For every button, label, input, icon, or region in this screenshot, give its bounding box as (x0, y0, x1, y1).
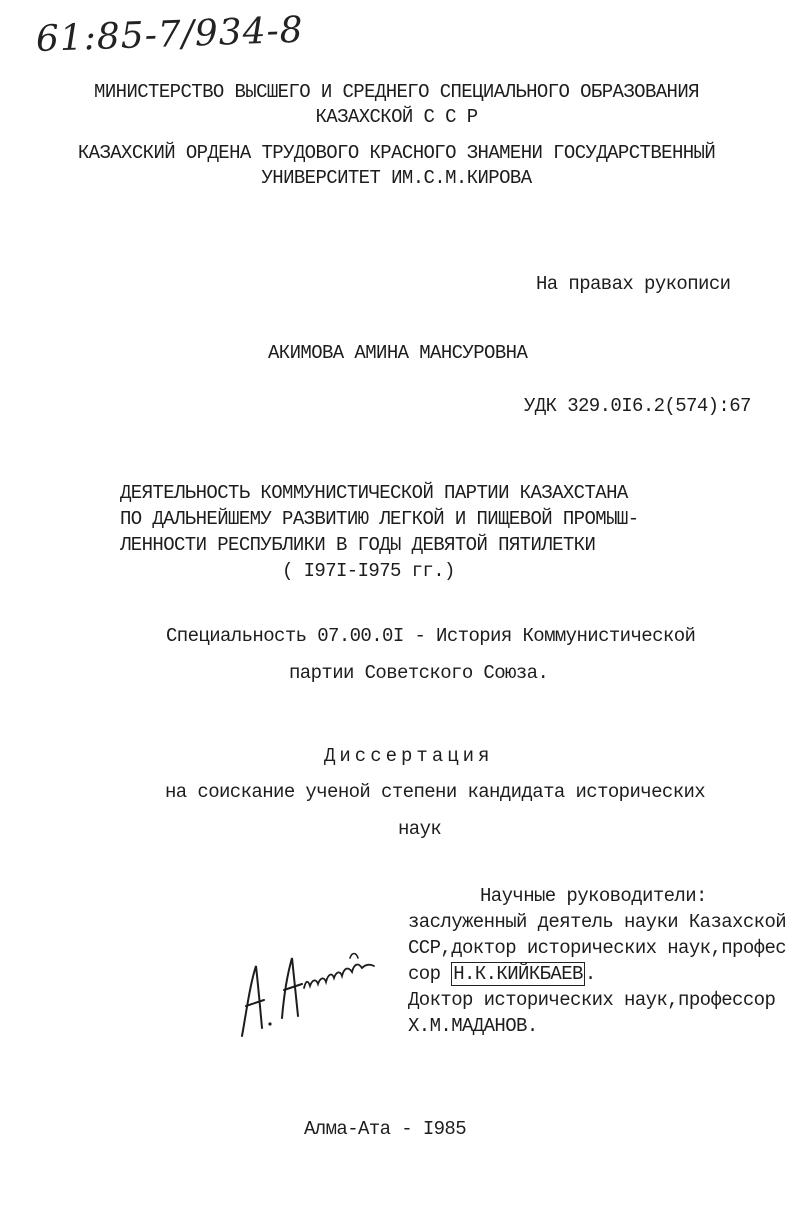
specialty-line-2: партии Советского Союза. (289, 662, 549, 684)
archive-number: 61:85-7/934-8 (35, 9, 305, 60)
dissertation-line-1: на соискание ученой степени кандидата исторических (165, 781, 706, 803)
handwritten-signature (232, 944, 392, 1044)
manuscript-note: На правах рукописи (536, 273, 731, 295)
title-line-1: ДЕЯТЕЛЬНОСТЬ КОММУНИСТИЧЕСКОЙ ПАРТИИ КАЗАХСТАНА (120, 482, 628, 504)
author-name: АКИМОВА АМИНА МАНСУРОВНА (268, 342, 528, 364)
supervisors-heading: Научные руководители: (480, 885, 707, 907)
ministry-line-1: МИНИСТЕРСТВО ВЫСШЕГО И СРЕДНЕГО СПЕЦИАЛЬНОГО ОБРАЗОВАНИЯ (94, 81, 699, 103)
supervisors-line-5: Х.М.МАДАНОВ. (408, 1015, 538, 1037)
dissertation-heading: Диссертация (324, 745, 494, 767)
supervisors-line-4: Доктор исторических наук,профессор (408, 989, 776, 1011)
title-line-2: ПО ДАЛЬНЕЙШЕМУ РАЗВИТИЮ ЛЕГКОЙ И ПИЩЕВОЙ ПРОМЫШ- (120, 508, 639, 530)
title-line-4: ( I97I-I975 гг.) (282, 560, 455, 582)
footer-city-year: Алма-Ата - I985 (304, 1118, 467, 1140)
supervisors-line-3-prefix: сор (408, 963, 441, 985)
supervisors-line-2: ССР,доктор исторических наук,профес (408, 937, 787, 959)
university-line-1: КАЗАХСКИЙ ОРДЕНА ТРУДОВОГО КРАСНОГО ЗНАМЕНИ ГОСУДАРСТВЕННЫЙ (77, 142, 716, 164)
dissertation-line-2: наук (398, 818, 442, 840)
supervisors-line-3-period: . (584, 963, 596, 985)
ministry-line-2: КАЗАХСКОЙ С С Р (315, 106, 478, 128)
udk-code: УДК 329.0I6.2(574):67 (524, 395, 751, 417)
specialty-line-1: Специальность 07.00.0I - История Коммунистической (166, 625, 696, 647)
supervisors-line-3 (408, 962, 596, 986)
supervisor-name-boxed: Н.К.КИЙКБАЕВ (453, 963, 583, 985)
university-line-2: УНИВЕРСИТЕТ ИМ.С.М.КИРОВА (261, 167, 532, 189)
title-line-3: ЛЕННОСТИ РЕСПУБЛИКИ В ГОДЫ ДЕВЯТОЙ ПЯТИЛЕТКИ (120, 534, 596, 556)
supervisors-line-1: заслуженный деятель науки Казахской (408, 911, 787, 933)
